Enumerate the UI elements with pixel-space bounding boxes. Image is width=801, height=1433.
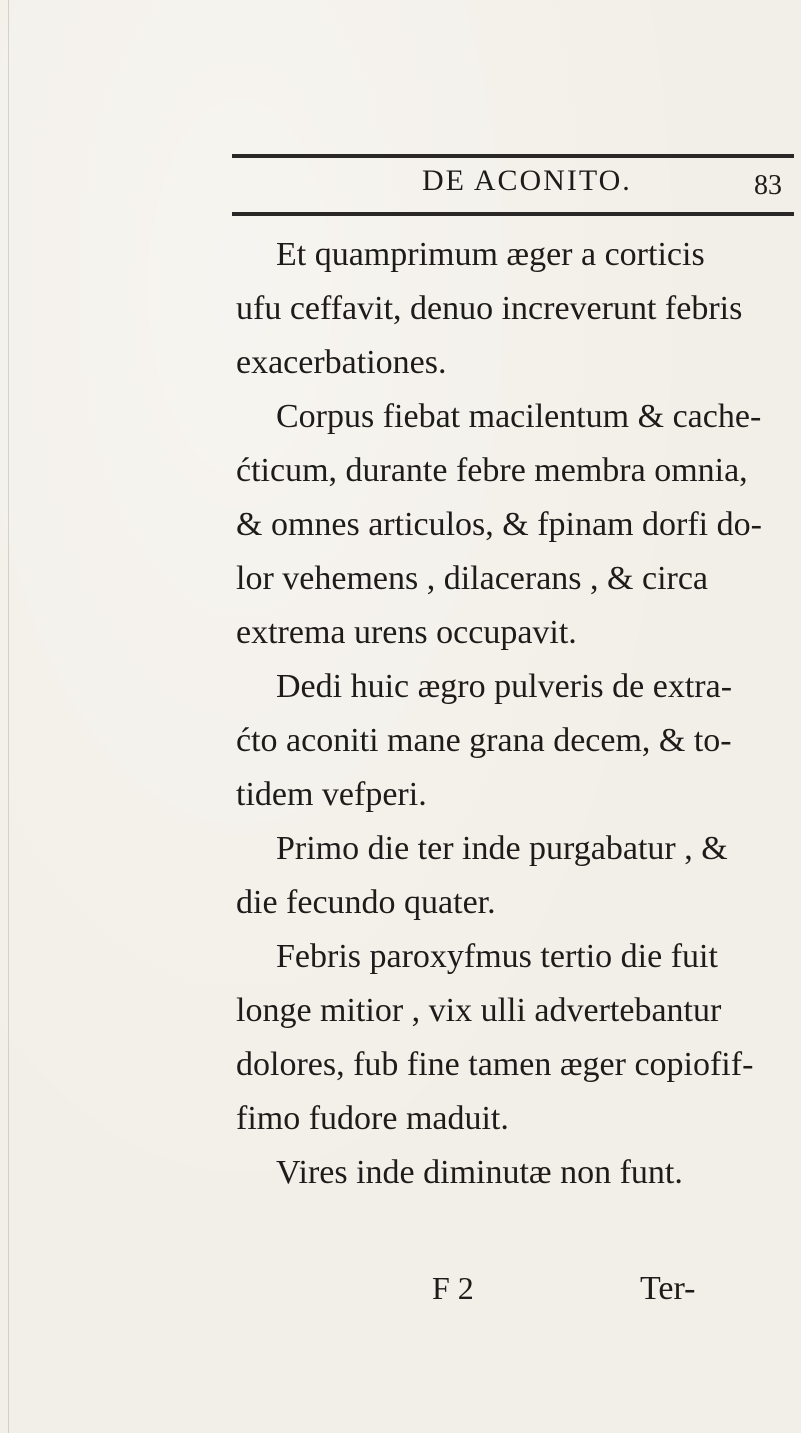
text-line: Vires inde diminutæ non funt. — [276, 1154, 683, 1191]
text-line: ufu ceffavit, denuo increverunt febris — [236, 290, 743, 327]
page-footer — [232, 1270, 792, 1330]
page-edge-shadow — [8, 0, 9, 1433]
text-line: Dedi huic ægro pulveris de extra- — [276, 668, 733, 705]
header-rule-bottom — [232, 212, 794, 216]
text-line: die fecundo quater. — [236, 884, 496, 921]
text-line: Febris paroxyfmus tertio die fuit — [276, 938, 718, 975]
catchword: Ter- — [640, 1270, 696, 1307]
text-line: tidem vefperi. — [236, 776, 427, 813]
text-line: & omnes articulos, & fpinam dorfi do- — [236, 506, 762, 543]
page-number: 83 — [754, 170, 782, 201]
text-line: ćto aconiti mane grana decem, & to- — [236, 722, 732, 759]
text-line: extrema urens occupavit. — [236, 614, 577, 651]
text-line: Et quamprimum æger a corticis — [276, 236, 705, 273]
signature-mark: F 2 — [432, 1270, 474, 1306]
text-line: longe mitior , vix ulli advertebantur — [236, 992, 722, 1029]
text-line: fimo fudore maduit. — [236, 1100, 509, 1137]
text-line: dolores, fub fine tamen æger copiofif- — [236, 1046, 754, 1083]
running-title: DE ACONITO. — [422, 164, 632, 197]
text-line: exacerbationes. — [236, 344, 447, 381]
running-header — [232, 160, 794, 210]
text-line: Corpus fiebat macilentum & cache- — [276, 398, 762, 435]
text-line: Primo die ter inde purgabatur , & — [276, 830, 728, 867]
text-line: lor vehemens , dilacerans , & circa — [236, 560, 709, 597]
header-rule-top — [232, 154, 794, 158]
body-text — [236, 228, 796, 1200]
text-line: ćticum, durante febre membra omnia, — [236, 452, 748, 489]
